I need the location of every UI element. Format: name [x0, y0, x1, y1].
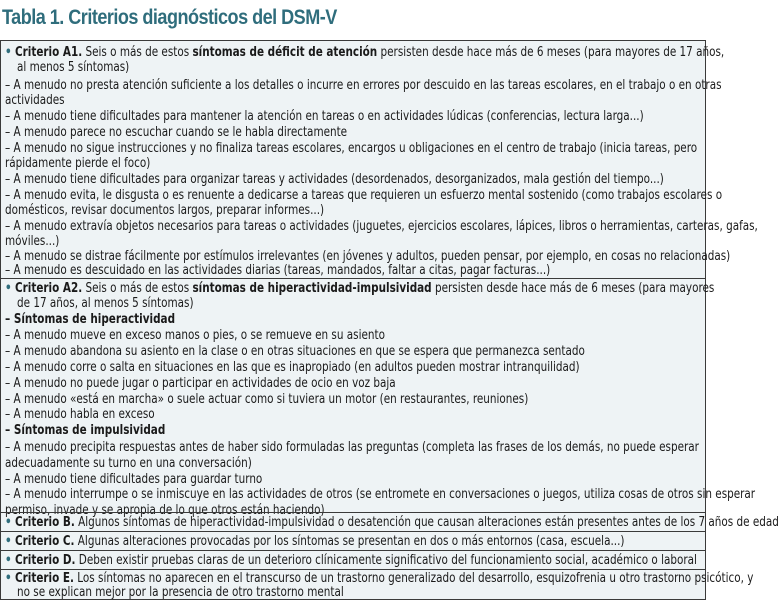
bullet-icon: •	[5, 515, 12, 530]
criterion-a2-label: Criterio A2.	[14, 281, 83, 296]
criterion-e-description: Los síntomas no aparecen en el transcurso de un trastorno generalizado del desarrollo, esquizofrenia u otro trastorno psicótico, y	[73, 571, 754, 586]
list-item: – A menudo no sigue instrucciones y no finaliza tareas escolares, encargos u obligaciones en el centro de trabajo (inicia tareas, pero	[5, 141, 698, 156]
criterion-a1-label: Criterio A1.	[14, 45, 83, 60]
list-item: – A menudo abandona su asiento en la clase o en otras situaciones en que se espera que permanezca sentado	[5, 344, 585, 359]
criterion-a1-intro-text-end: persisten desde hace más de 6 meses (para mayores de 17 años,	[377, 45, 725, 60]
criterion-a2-section	[1, 278, 756, 545]
list-item: – A menudo tiene dificultades para mantener la atención en tareas o en actividades lúdicas (conferencias, lectura larga...)	[5, 109, 644, 124]
list-item: – A menudo tiene dificultades para guardar turno	[5, 472, 263, 487]
list-item: adecuadamente su turno en una conversación)	[5, 456, 252, 471]
criterion-a2-emphasis: síntomas de hiperactividad-impulsividad	[192, 281, 432, 296]
impulsivity-heading: – Síntomas de impulsividad	[5, 423, 166, 438]
bullet-icon: •	[5, 534, 12, 549]
criterion-a1-intro-continued: al menos 5 síntomas)	[17, 60, 130, 75]
criterion-e-section	[1, 569, 754, 600]
criterion-a1-section	[1, 41, 758, 278]
list-item: móviles...)	[5, 234, 60, 249]
list-item: domésticos, revisar documentos largos, preparar informes...)	[5, 203, 325, 218]
criterion-d-section	[1, 550, 705, 569]
criterion-a2-intro-continued: de 17 años, al menos 5 síntomas)	[17, 296, 194, 311]
criterion-d-description: Deben existir pruebas claras de un deterioro clínicamente significativo del funcionamiento social, académico o laboral	[75, 553, 697, 568]
criterion-a2-intro	[5, 281, 714, 296]
criterion-d-text	[5, 553, 697, 568]
list-item: – A menudo extravía objetos necesarios para tareas o actividades (juguetes, ejercicios escolares, lápices, libros o herramientas, carteras, gafas,	[5, 219, 758, 234]
criterion-b-label: Criterio B.	[14, 515, 75, 530]
criterion-a1-emphasis: síntomas de déficit de atención	[192, 45, 378, 60]
list-item: – A menudo «está en marcha» o suele actuar como si tuviera un motor (en restaurantes, reuniones)	[5, 392, 529, 407]
criterion-b-text	[5, 515, 779, 530]
list-item: – A menudo precipita respuestas antes de haber sido formuladas las preguntas (completa las frases de los demás, no puede esperar	[5, 440, 699, 455]
table-title: Tabla 1. Criterios diagnósticos del DSM-V	[2, 6, 337, 29]
criterion-c-description: Algunas alteraciones provocadas por los síntomas se presentan en dos o más entornos (casa, escuela...)	[74, 534, 625, 549]
criterion-e-text	[5, 571, 753, 586]
bullet-icon: •	[5, 571, 12, 586]
bullet-icon: •	[5, 45, 12, 60]
list-item: – A menudo habla en exceso	[5, 407, 155, 422]
list-item: – A menudo mueve en exceso manos o pies, o se remueve en su asiento	[5, 328, 385, 343]
criterion-c-label: Criterio C.	[14, 534, 75, 549]
criterion-e-label: Criterio E.	[14, 571, 74, 586]
criteria-table	[0, 40, 779, 600]
criterion-b-section	[1, 512, 779, 531]
criterion-a1-intro	[5, 45, 724, 60]
criterion-c-section	[1, 531, 705, 550]
list-item: – A menudo se distrae fácilmente por estímulos irrelevantes (en jóvenes y adultos, pueden pensar, por ejemplo, en cosas no relacionadas)	[5, 249, 731, 264]
list-item: – A menudo es descuidado en las actividades diarias (tareas, mandados, faltar a citas, pagar facturas...)	[5, 263, 551, 278]
criterion-d-label: Criterio D.	[14, 553, 76, 568]
list-item: – A menudo corre o salta en situaciones en las que es inapropiado (en adultos pueden mostrar intranquilidad)	[5, 360, 580, 375]
list-item: – A menudo evita, le disgusta o es renuente a dedicarse a tareas que requieren un esfuerzo mental sostenido (como trabajos escolares o	[5, 188, 723, 203]
bullet-icon: •	[5, 553, 12, 568]
list-item: – A menudo no puede jugar o participar en actividades de ocio en voz baja	[5, 376, 396, 391]
bullet-icon: •	[5, 281, 12, 296]
criterion-a2-intro-text: Seis o más de estos	[82, 281, 193, 296]
list-item: actividades	[5, 93, 65, 108]
criterion-c-text	[5, 534, 624, 549]
list-item: – A menudo interrumpe o se inmiscuye en las actividades de otros (se entromete en conversaciones o juegos, utiliza cosas de otros sin esperar	[5, 487, 756, 502]
list-item: rápidamente pierde el foco)	[5, 156, 151, 171]
list-item: permiso, invade y se apropia de lo que otros están haciendo)	[5, 503, 325, 518]
criterion-a1-intro-text: Seis o más de estos	[82, 45, 193, 60]
list-item: – A menudo parece no escuchar cuando se le habla directamente	[5, 125, 348, 140]
criterion-e-text-continued: no se explican mejor por la presencia de otro trastorno mental	[17, 585, 344, 600]
hyperactivity-heading: – Síntomas de hiperactividad	[5, 312, 176, 327]
list-item: – A menudo tiene dificultades para organizar tareas y actividades (desordenados, desorganizados, mala gestión del tiempo...)	[5, 172, 664, 187]
list-item: – A menudo no presta atención suficiente a los detalles o incurre en errores por descuido en las tareas escolares, en el trabajo o en otras	[5, 78, 722, 93]
criterion-b-description: Algunos síntomas de hiperactividad-impulsividad o desatención que causan alteraciones están presentes antes de los 7 años de edad	[74, 515, 779, 530]
criterion-a2-intro-text-end: persisten desde hace más de 6 meses (para mayores	[431, 281, 715, 296]
